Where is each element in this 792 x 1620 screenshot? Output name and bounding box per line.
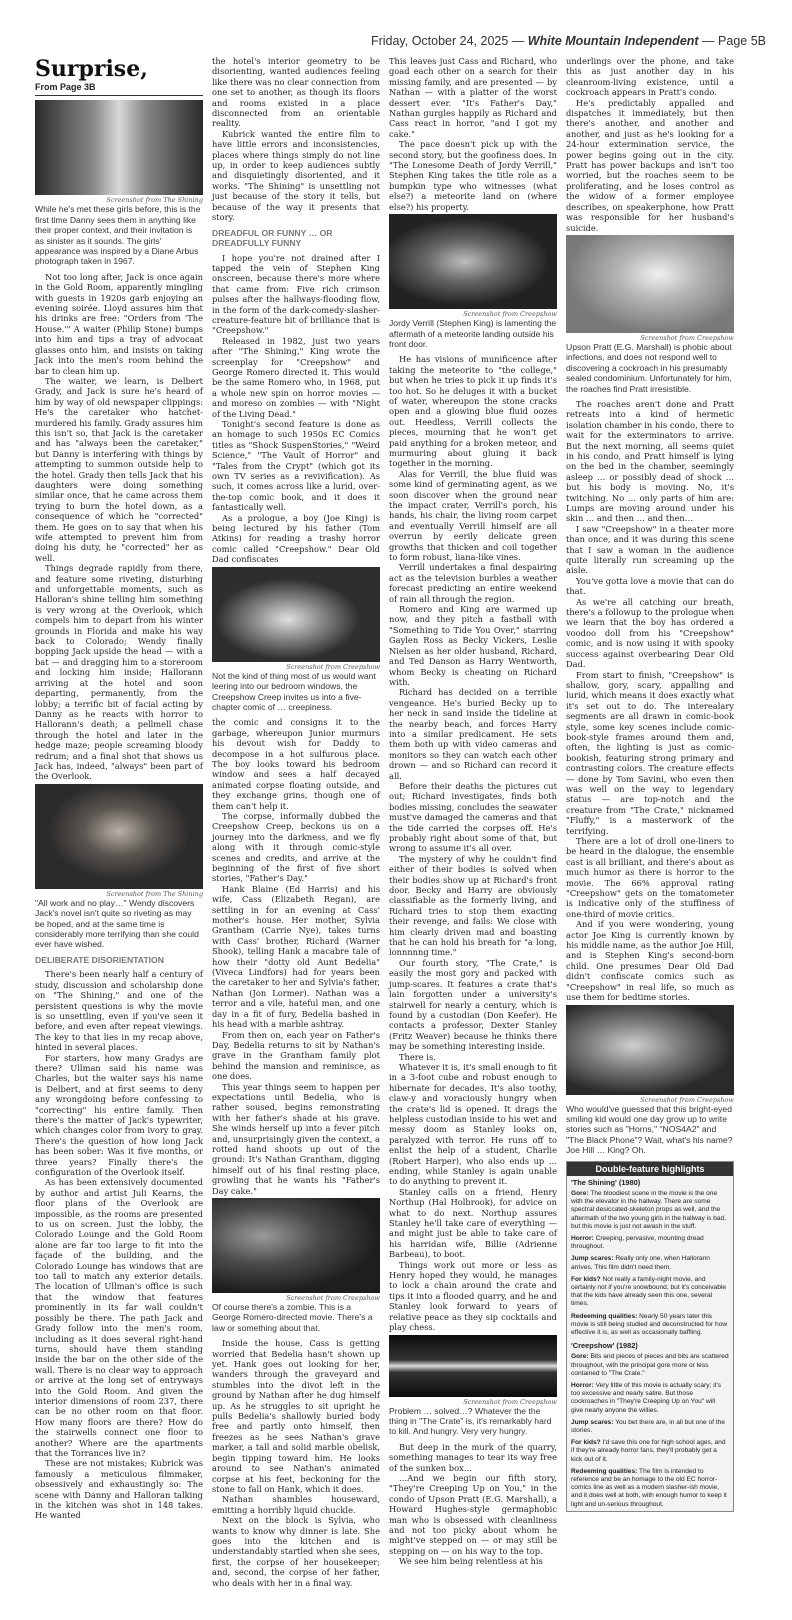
paragraph: The corpse, informally dubbed the Creepshow Creep, beckons us on a journey into the darkness, and we fly along with it through comic-style scenes and credits, and arrive at the beginning of the first of five short stories, "Father's Day." xyxy=(212,810,380,884)
paragraph: As has been extensively documented by author and artist Juli Kearns, the floor plans of the Overlook are impossible, as the rooms are presented to us on screen. Just the lobby, the Colorado Lounge and the Gold Room alone are far too large to fit into the façade of the building, and the Colorado Lounge has windows that are too tall to match any exterior details. The location of Ullman's office is such that the window that features prominently in its far wall couldn't possibly be there. The path Jack and Grady follow into the men's room, including as it does several right-hand turns, should have them standing inside the bar on the other side of the wall. There is no clear way to approach or arrive at the long set of entryways into the Gold Room. And given the interior dimensions of room 237, there can be no other room on that floor. How many floors are there? How do the stairwells connect one floor to another? Where are the apartments that the Torrances live in? xyxy=(35,1177,203,1458)
paragraph: Things degrade rapidly from there, and feature some riveting, disturbing and unforgettable moments, such as Halloran's shine telling him something is very wrong at the Overlook, which compels him to depart from his winter grounds in Florida and make his way back to Colorado; Wendy finally bopping Jack upside the head — with a bat — and dragging him to a storeroom and locking him inside; Hallorann arriving at the hotel and soon departing, permanently, from the lobby; a terrific bit of facial acting by Danny as he reacts with horror to Hallorann's death; a pellmell chase through the hotel and later in the hedge maze; people screaming bloody redrum; and a final shot that shows us Jack has, indeed, "always" been part of the Overlook. xyxy=(35,563,203,782)
photo-caption: Who would've guessed that this bright-eyed smiling kid would one day grow up to write stories such as "Horns," "NOS4A2" and "The Black Phone"? Wait, what's his name? Joe Hill … King? Oh. xyxy=(566,1103,733,1156)
highlights-box xyxy=(566,1161,734,1512)
paragraph: Hank Blaine (Ed Harris) and his wife, Cass (Elizabeth Regan), are settling in for an evening at Cass' mother's house. Her mother, Sylvia Grantham (Carrie Nye), takes turns with Cass' brother, Richard (Warner Shook), telling Hank a macabre tale of how their "dotty old Aunt Bedelia" (Viveca Lindfors) had for years been the caretaker to her and Sylvia's father, Nathan (Jon Lormer). Nathan was a terror and a vile, hateful man, and one day in a fit of fury, Bedelia bashed in his head with a marble ashtray. xyxy=(212,883,380,1030)
paragraph: The waiter, we learn, is Delbert Grady, and Jack is sure he's heard of him by way of old newspaper clippings: He's the caretaker who hatchet-murdered his family. Grady assures him this isn't so, that Jack is the caretaker and has "always been the caretaker," but Danny is interfering with things by attempting to summon outside help to the hotel. Grady then tells Jack that his daughters were doing something similar once, that he came across them trying to burn the hotel down, as a consequence of which he "corrected" them. He goes on to say that when his wife attempted to prevent him from doing his duty, he "corrected" her as well. xyxy=(35,375,203,563)
photo-credit: Screenshot from Creepshow xyxy=(640,333,734,342)
photo-caption: Not the kind of thing most of us would want leering into our bedroom windows, the Creepshow Creep invites us into a five-chapter comic of … creepiness. xyxy=(212,670,376,712)
column-4 xyxy=(566,56,734,1512)
header-paper: White Mountain Independent xyxy=(527,34,699,48)
paragraph: Things work out more or less as Henry hoped they would, he manages to lock a chain around the crate and tips it into a flooded quarry, and he and Stanley look forward to years of relative peace as they sip cocktails and play chess. xyxy=(389,1259,557,1333)
photo-caption: "All work and no play…" Wendy discovers Jack's novel isn't quite so riveting as may be hoped, and at the same time is considerably more terrifying than she could ever have wished. xyxy=(35,897,199,950)
photo-caption: Jordy Verrill (Stephen King) is lamenting the aftermath of a meteorite landing outside his front door. xyxy=(389,318,557,349)
paragraph: Released in 1982, just two years after "The Shining," King wrote the screenplay for "Creepshow" and George Romero directed it. This would be the same Romero who, in 1968, put a whole new spin on horror movies — and moreso on zombies — with "Night of the Living Dead." xyxy=(212,335,380,419)
photo-caption: While he's met these girls before, this is the first time Danny sees them in anything like their proper context, and their invitation is as sinister as it sounds. The girls' appearance was inspired by a Diane Arbus photograph taken in 1967. xyxy=(35,204,201,267)
paragraph: There is. xyxy=(399,1051,436,1062)
photo-credit: Screenshot from Creepshow xyxy=(286,1294,380,1302)
highlight-item: Gore: Bits and pieces of pieces and bits are scattered throughout, with the principal gore more or less contained to "The Crate." xyxy=(571,1353,729,1377)
highlight-item: Jump scares: You bet there are, in all but one of the stories. xyxy=(571,1418,725,1435)
photo-credit: Screenshot from The Shining xyxy=(106,889,203,898)
paragraph: This year things seem to happen per expectations until Bedelia, who is rather soused, begins remonstrating with her father's shade at his grave. She winds herself up into a fever pitch and, unsurprisingly given the context, a rotted hand shoots up out of the ground: It's Nathan Grantham, digging himself out of his final resting place, growling that he wants his "Father's Day cake." xyxy=(212,1081,380,1196)
column-2 xyxy=(212,56,380,1588)
photo-credit: Screenshot from Creepshow xyxy=(286,662,380,671)
highlight-item: Jump scares: Really only one, when Hallorann arrives. This film didn't need them. xyxy=(571,1255,710,1271)
paragraph: the hotel's interior geometry to be disorienting, wanted audiences feeling like there was no clear connection from one set to another, as though its floors and rooms existed in a place disconnected from an orientable reality. xyxy=(212,56,380,129)
paragraph: Whatever it is, it's small enough to fit in a 3-foot cube and robust enough to hibernate for decades. It's also toothy, claw-y and voraciously hungry when the crate's lid is opened. It drags the helpless custodian inside to his wet and messy doom as Stanley looks on, paralyzed with terror. He runs off to enlist the help of a student, Charlie (Robert Harper), who also ends up … ending, while Stanley is again unable to do anything to prevent it. xyxy=(389,1061,557,1187)
paragraph: Romero and King are warmed up now, and they pitch a fastball with "Something to Tide You Over," starring Gaylen Ross as Becky Vickers, Leslie Nielsen as her older husband, Richard, and Ted Danson as Harry Wentworth, whom Becky is cheating on Richard with. xyxy=(389,604,557,687)
highlights-movie-title: 'Creepshow' (1982) xyxy=(571,1341,638,1351)
highlight-item: Redeeming qualities: The film is intended to reference and be an homage to the old EC horror-comics line as well as a modern slasher-ish movie, and it does well at both, with enough humor to keep it light and un-serious throughout. xyxy=(571,1467,727,1508)
paragraph: I saw "Creepshow" in a theater more than once, and it was during this scene that I saw a woman in the audience quite literally run screaming up the aisle. xyxy=(566,523,734,576)
paragraph: Not too long after, Jack is once again in the Gold Room, apparently mingling with guests in 1920s garb enjoying an evening soirée. Lloyd assures him that his drinks are free: "Orders from 'The House.'" A waiter (Philip Stone) bumps into him and tips a tray of advocaat glasses onto him, and insists on taking Jack into the men's room behind the bar to clean him up. xyxy=(35,271,203,376)
paragraph: Stanley calls on a friend, Henry Northup (Hal Holbrook), for advice on what to do next. Northup assures Stanley he'll take care of everything — and might just be able to take care of his harridan wife, Billie (Adrienne Barbeau), to boot. xyxy=(389,1186,557,1260)
paragraph: Alas for Verrill, the blue fluid was some kind of germinating agent, as we soon discover when the ground near the impact crater, Verrill's porch, his hands, his chair, the living room carpet and eventually Verrill himself are all overrun by eerily delicate green growths that thicken and coil together to form robust, liana-like vines. xyxy=(389,468,557,563)
photo-credit: Screenshot from Creepshow xyxy=(463,1397,557,1406)
column-3 xyxy=(389,56,557,1567)
paragraph: The mystery of why he couldn't find either of their bodies is solved when their bodies show up at Richard's front door. Becky and Harry are obviously classifiable as the formerly living, and Richard tries to stop them exacting their revenge, and fails: We close with him clearly driven mad and boasting that he can hold his breath for "a long, lonnnnng time." xyxy=(389,853,557,958)
subhead: DREADFUL OR FUNNY … OR DREADFULLY FUNNY xyxy=(212,227,333,248)
photo-caption: Problem … solved…? Whatever the the thing in "The Crate" is, it's remarkably hard to kill. And hungry. Very very hungry. xyxy=(389,1405,552,1437)
paragraph: From then on, each year on Father's Day, Bedelia returns to sit by Nathan's grave in the Grantham family plot behind the mansion and reminisce, as one does. xyxy=(212,1029,380,1082)
paragraph: And if you were wondering, young actor Joe King is currently known by his middle name, as the author Joe Hill, and is Stephen King's second-born child. One presumes Dear Old Dad didn't confiscate comics such as "Creepshow" in real life, so much as use them for bedtime stories. xyxy=(566,919,734,1003)
paragraph: From start to finish, "Creepshow" is shallow, gory, scary, appalling and lurid, which means it does exactly what it's set out to do. The interealary segments are all drawn in comic-book style, some key scenes include comic-book-style frames around them and, often, the lighting is just as comic-bookish, featuring strong primary and contrasting colors. The creature effects — done by Tom Savini, who even then was well on the way to legendary status — are top-notch and the creature from "The Crate," nicknamed "Fluffy," is a masterwork of the terrifying. xyxy=(566,669,734,836)
photo-creepshow-creep xyxy=(212,567,380,662)
jump-line: From Page 3B xyxy=(35,82,203,96)
photo-joe-king xyxy=(566,1005,734,1095)
highlight-item: Gore: The bloodiest scene in the movie is the one with the elevator in the hallway. There are some spectral desiccated-skeleton props as well, and the aftermath of the two young girls in the hallway is bad, but this movie is just not awash in the stuff. xyxy=(571,1189,727,1230)
highlights-movie-title: 'The Shining' (1980) xyxy=(571,1177,641,1187)
highlight-item: Horror: Very little of this movie is actually scary; it's too excessive and nearly satire. But those cockroaches in "They're Creeping Up on You" will give nearly anyone the willies. xyxy=(571,1382,722,1414)
photo-wendy xyxy=(35,784,203,889)
paragraph: the comic and consigns it to the garbage, whereupon Junior murmurs his devout wish for Daddy to decompose in a hot sulfurous place. The boy looks toward his bedroom window and sees a half decayed animated corpse floating outside, and they exchange grins, though one of them can't help it. xyxy=(212,717,380,811)
headline: Surprise, xyxy=(35,56,148,82)
paragraph: …And we begin our fifth story, "They're Creeping Up on You," in the condo of Upson Pratt (E.G. Marshall), a Howard Hughes-style germaphobic man who is obsessed with cleanliness and not too picky about whom he might've stepped on — or may still be stepping on — on his way to the top. xyxy=(389,1472,557,1556)
paragraph: The roaches aren't done and Pratt retreats into a kind of hermetic isolation chamber in his condo, there to wait for the exterminators to arrive. But the next morning, all seems quiet in his condo, and Pratt himself is lying on the bed in the chamber, seemingly asleep … or possibly dead of shock … but his body is moving. No, it's twitching. No … only parts of him are: Lumps are moving around under his skin … and then … and then… xyxy=(566,398,734,524)
paragraph: Richard has decided on a terrible vengeance. He's buried Becky up to her neck in sand inside the tideline at the nearby beach, and forces Harry into a similar predicament. He sets them both up with video cameras and monitors so they can watch each other drown — and so Richard can record it all. xyxy=(389,687,557,781)
paragraph: For starters, how many Gradys are there? Ullman said his name was Charles, but the waiter says his name is Delbert, and at first seems to deny any wrongdoing before confessing to "correcting" his entire family. Then there's the matter of Jack's typewriter, which changes color from ivory to gray. There's the question of how long Jack has been sober: Was it five months, or three years? Finally there's the configuration of the Overlook itself. xyxy=(35,1052,203,1177)
paragraph: The pace doesn't pick up with the second story, but the goofiness does. In "The Lonesome Death of Jordy Verrill," Stephen King takes the title role as a bumpkin type who witnesses (what else?) a meteorite land on (where else?) his property. xyxy=(389,139,557,212)
paragraph: Tonight's second feature is done as an homage to such 1950s EC Comics titles as "Shock SuspenStories," "Weird Science," "The Vault of Horror" and "Tales from the Crypt" (which got its own TV series as a revivification). As such, it comes across like a lurid, over-the-top comic book, and it does it fantastically well. xyxy=(212,419,380,513)
paragraph: As we're all catching our breath, there's a followup to the prologue when we learn that the boy has ordered a voodoo doll from his "Creepshow" comic, and is now using it with spooky success against overbearing Dear Old Dad. xyxy=(566,596,734,670)
column-1 xyxy=(35,56,203,1521)
paragraph: But deep in the murk of the quarry, something manages to tear its way free of the sunken box… xyxy=(389,1441,557,1473)
paragraph: This leaves just Cass and Richard, who goad each other on a search for their missing family, and are presented — by Nathan — with a platter of the worst dessert ever. "It's Father's Day," Nathan gurgles happily as Richard and Cass react in horror, "and I got my cake." xyxy=(389,56,557,139)
paragraph: He's predictably appalled and dispatches it immediately, but then there's another, and another and another, and just as he's looking for a 24-hour extermination service, the power begins going out in the city. Pratt has power backups and isn't too worried, but the roaches seem to be proliferating, and he loses control as the widow of a former employee describes, on speakerphone, how Pratt was responsible for her husband's suicide. xyxy=(566,97,734,233)
header-page: Page 5B xyxy=(718,34,766,48)
page-header: Friday, October 24, 2025 — White Mountain Independent — Page 5B xyxy=(370,34,766,48)
paragraph: Kubrick wanted the entire film to have little errors and inconsistencies, places where things simply do not line up, in order to keep audiences subtly and disquietingly disoriented, and it works. "The Shining" is unsettling not just because of the story it tells, but because of the way it presents that story. xyxy=(212,128,380,223)
photo-caption: Of course there's a zombie. This is a George Romero-directed movie. There's a law or something about that. xyxy=(212,1302,373,1333)
photo-zombie xyxy=(212,1198,380,1293)
photo-crate-creature xyxy=(389,1335,557,1397)
paragraph: Next on the block is Sylvia, who wants to know why dinner is late. She goes into the kitchen and is understandably startled when she sees, first, the corpse of her housekeeper; and, second, the corpse of her father, who deals with her in a final way. xyxy=(212,1515,380,1588)
highlights-title: Double-feature highlights xyxy=(567,1162,733,1176)
photo-caption: Upson Pratt (E.G. Marshall) is phobic about infections, and does not respond well to discovering a cockroach in his presumably sealed condominium. Unfortunately for him, the roaches find Pratt irresistible. xyxy=(566,341,732,394)
paragraph: Inside the house, Cass is getting worried that Bedelia hasn't shown up yet. Hank goes out looking for her, wanders through the graveyard and stumbles into the divot left in the ground by Nathan after he dug himself up. As he struggles to sit upright he pulls Bedelia's shallowly buried body free and partly onto himself, then freezes as he sees Nathan's grave marker, a tall and solid marble obelisk, begin tipping toward him. He looks around to see Nathan's animated corpse at his feet, beckoning for the stone to fall on Hank, which it does. xyxy=(212,1338,380,1494)
photo-upson-pratt xyxy=(566,235,734,333)
paragraph: Our fourth story, "The Crate," is easily the most gory and packed with jump-scares. It features a crate that's lain forgotten under a university's stairwell for nearly a century, which is found by a custodian (Don Keefer). He contacts a professor, Dexter Stanley (Fritz Weaver) because he thinks there may be something interesting inside. xyxy=(389,957,557,1052)
paragraph: Before their deaths the pictures cut out; Richard investigates, finds both bodies missing, concludes the seawater must've damaged the cameras and that the tide carried the corpses off. He's probably right about some of that, but wrong to assume it's all over. xyxy=(389,780,557,854)
paragraph: Nathan shambles houseward, emitting a horribly liquid chuckle. xyxy=(212,1494,380,1515)
photo-jordy-verrill xyxy=(389,214,557,309)
highlight-item: For kids? Not really a family-night movie, and certainly not if you're snowbound, but it's conceivable that the kids have already seen this one, several times. xyxy=(571,1275,726,1308)
paragraph: I hope you're not drained after I tapped the vein of Stephen King onscreen, because there's more where that came from: Five rich crimson pulses after the hallways-flooding flow, in the form of the dark-comedy-slasher-creature-feature bit of brilliance that is "Creepshow." xyxy=(212,252,380,336)
paragraph: There's been nearly half a century of study, discussion and scholarship done on "The Shining," and one of the persistent questions is why the movie is so unsettling, even if you've seen it before, and even after repeat viewings. The key to that lies in my recap above, hinted in several places. xyxy=(35,969,203,1053)
paragraph: He has visions of munificence after taking the meteorite to "the college," but when he tries to pick it up finds it's too hot. So he deluges it with a bucket of water, whereupon the stone cracks open and a glowing blue fluid oozes out. Heedless, Verrill collects the pieces, mourning that he won't get paid anything for a broken meteor, and murmuring about gluing it back together in the morning. xyxy=(389,354,557,469)
paragraph: As a prologue, a boy (Joe King) is being lectured by his father (Tom Atkins) for reading a trashy horror comic called "Creepshow." Dear Old Dad confiscates xyxy=(212,512,380,565)
photo-twin-girls xyxy=(35,100,203,195)
subhead: DELIBERATE DISORIENTATION xyxy=(35,954,164,965)
highlight-item: For kids? I'd save this one for high school ages, and if they're already horror fans, they'll probably get a kick out of it. xyxy=(571,1439,726,1463)
header-date: Friday, October 24, 2025 xyxy=(370,34,509,48)
highlight-item: Horror: Creeping, pervasive, mounting dread throughout. xyxy=(571,1234,704,1251)
photo-credit: Screenshot from Creepshow xyxy=(640,1095,734,1104)
paragraph: underlings over the phone, and take this as just another day in his cleanroom-living existence, until a cockroach appears in Pratt's condo. xyxy=(566,56,734,98)
highlight-item: Redeeming qualities: Nearly 50 years later this movie is still being studied and deconstructed for how effective it is, as well as occasionally baffling. xyxy=(571,1312,728,1336)
paragraph: Verrill undertakes a final despairing act as the television burbles a weather forecast predicting an entire weekend of rain all through the region. xyxy=(389,562,557,604)
paragraph: There are a lot of droll one-liners to be heard in the dialogue, the ensemble cast is all brilliant, and there's about as much humor as there is horror to the movie. The 66% approval rating "Creepshow" gets on the tomatometer is indicative only of the stuffiness of one-third of movie critics. xyxy=(566,836,734,919)
paragraph: You've gotta love a movie that can do that. xyxy=(566,575,734,597)
paragraph: These are not mistakes; Kubrick was famously a meticulous filmmaker, obsessively and exhaustingly so: The scene with Danny and Halloran talking in the kitchen was shot in 148 takes. He wanted xyxy=(35,1458,203,1521)
photo-credit: Screenshot from Creepshow xyxy=(463,310,557,319)
paragraph: We see him being relentless at his xyxy=(399,1556,543,1567)
photo-credit: Screenshot from The Shining xyxy=(106,196,203,205)
